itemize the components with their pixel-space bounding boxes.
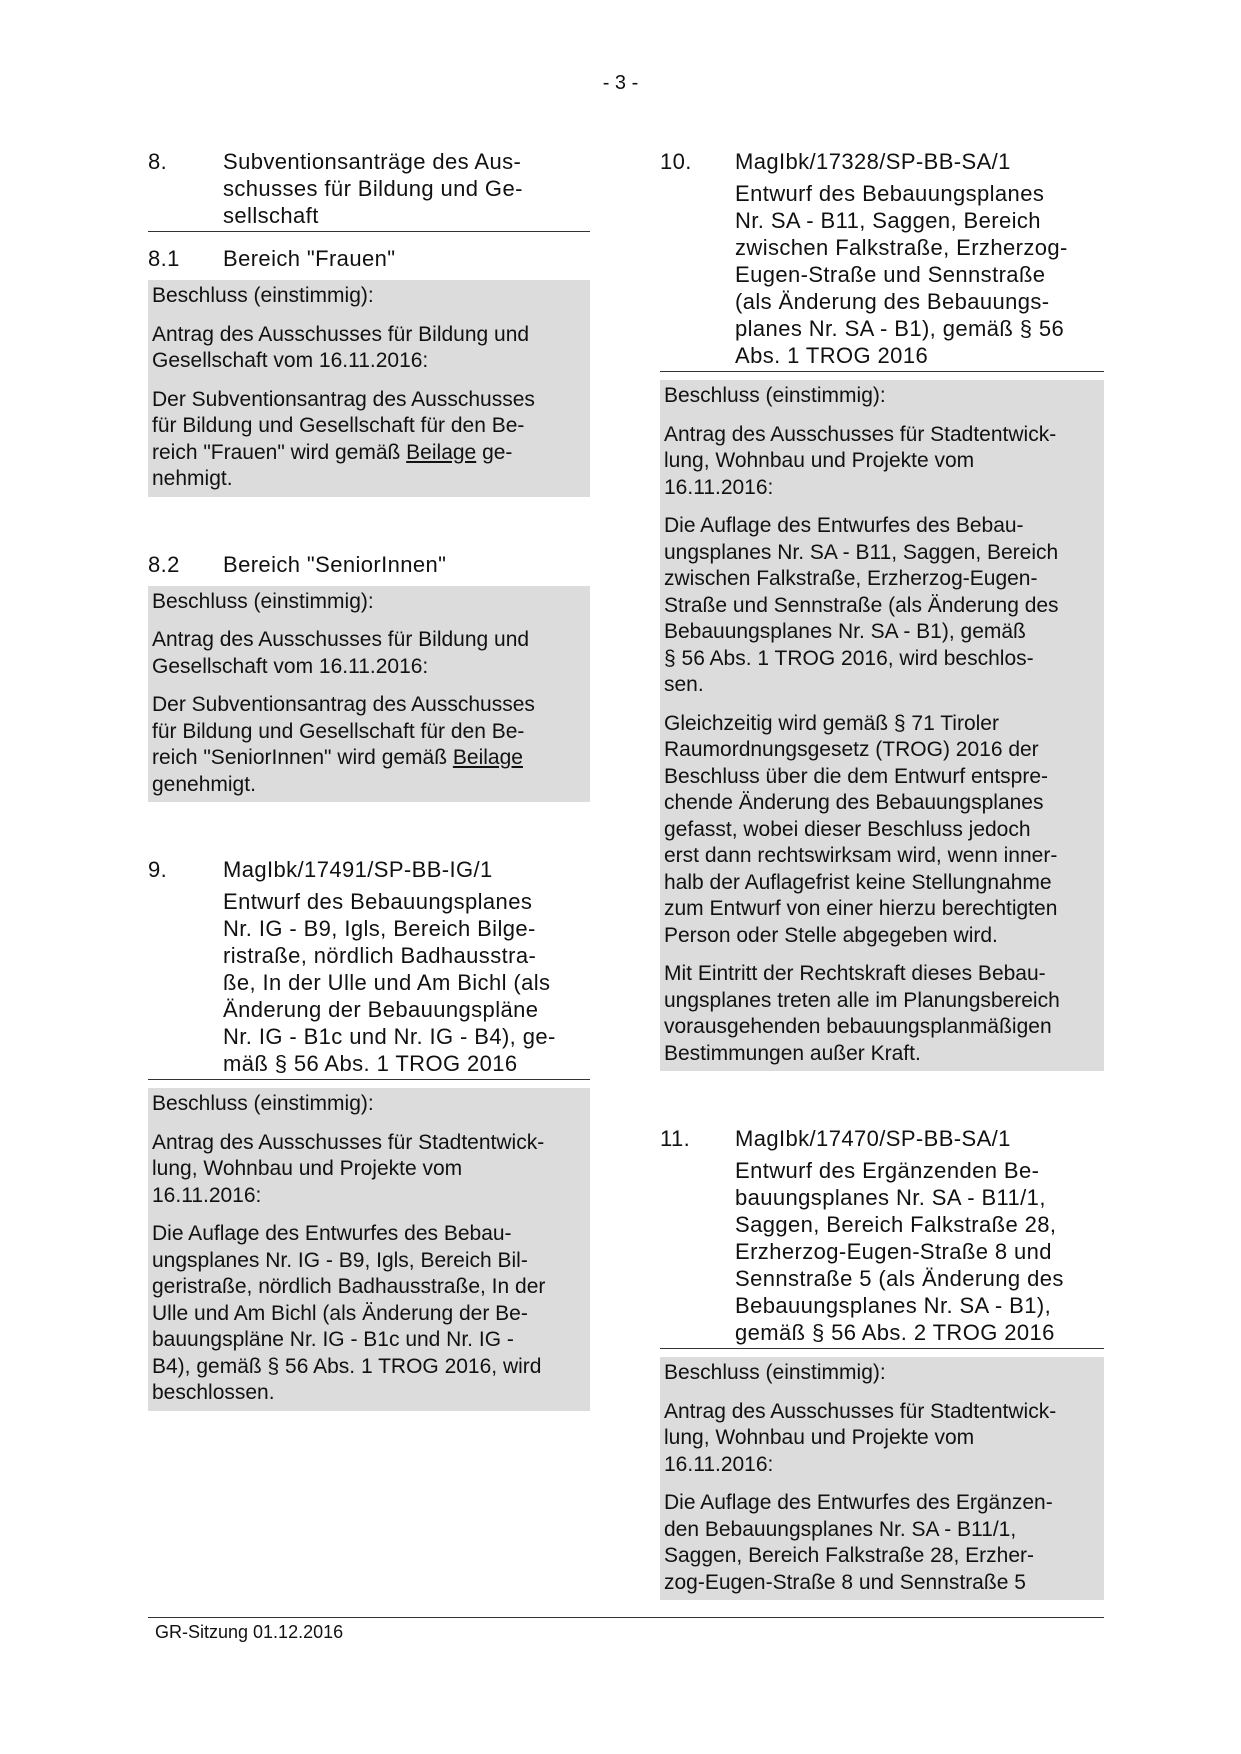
beilage-link[interactable]: Beilage (452, 746, 523, 769)
item-title: Bereich "Frauen" (223, 246, 396, 271)
resolution-block (148, 586, 590, 803)
resolution-label: Beschluss (einstimmig): (664, 1361, 886, 1384)
resolution-label: Beschluss (einstimmig): (152, 1092, 374, 1115)
divider (660, 1348, 1104, 1349)
item-title: Bereich "SeniorInnen" (223, 551, 447, 577)
right-column (660, 148, 1104, 1600)
item-number: 10. (660, 149, 692, 174)
resolution-block (148, 1088, 590, 1411)
item-8-heading (148, 148, 590, 229)
motion-text: Antrag des Ausschusses für Bildung und Gesellschaft vom 16.11.2016: (152, 322, 530, 372)
item-code: MagIbk/17491/SP-BB-IG/1 (223, 857, 493, 882)
motion-text: Antrag des Ausschusses für Bildung und Gesellschaft vom 16.11.2016: (152, 628, 530, 678)
item-10-heading (660, 148, 1104, 369)
divider (148, 231, 590, 232)
resolution-block (148, 280, 590, 497)
resolution-label: Beschluss (einstimmig): (152, 284, 374, 307)
motion-text: Antrag des Ausschusses für Stadtentwick- lung, Wohnbau und Projekte vom 16.11.2016: (664, 422, 1057, 499)
decision-text: Der Subventionsantrag des Ausschusses für Bildung und Gesellschaft für den Be- reich "SeniorInnen" wird gemäß Beilage genehmigt. (152, 693, 535, 796)
page-number: - 3 - (602, 72, 639, 94)
resolution-label: Beschluss (einstimmig): (152, 589, 374, 613)
resolution-label: Beschluss (einstimmig): (664, 384, 886, 407)
item-code: MagIbk/17328/SP-BB-SA/1 (735, 149, 1011, 174)
footer-divider (148, 1617, 1104, 1618)
item-8-1-heading (148, 245, 590, 272)
item-description: Entwurf des Ergänzenden Be- bauungsplanes Nr. SA - B11/1, Saggen, Bereich Falkstraße 28, Erzherzog-Eugen-Straße 8 und Sennstraße 5 (als Änderung des Bebauungsplanes Nr. SA - B1), gemäß § 56 Abs. 2 TROG 2016 (735, 1158, 1064, 1345)
divider (148, 1079, 590, 1080)
motion-text: Antrag des Ausschusses für Stadtentwick- lung, Wohnbau und Projekte vom 16.11.2016: (152, 1130, 545, 1207)
decision-text: Mit Eintritt der Rechtskraft dieses Bebau- ungsplanes treten alle im Planungsbereich vorausgehenden bebauungsplanmäßigen Bestimmungen außer Kraft. (664, 962, 1060, 1065)
left-column (148, 148, 590, 1411)
item-code: MagIbk/17470/SP-BB-SA/1 (735, 1126, 1011, 1151)
item-number: 8.1 (148, 246, 180, 271)
item-number: 8.2 (148, 551, 180, 577)
beilage-link[interactable]: Beilage (406, 440, 477, 464)
resolution-block (660, 1357, 1104, 1600)
decision-text: Gleichzeitig wird gemäß § 71 Tiroler Raumordnungsgesetz (TROG) 2016 der Beschluss über die dem Entwurf entspre- chende Änderung des Bebauungsplanes gefasst, wobei dieser Beschluss jedoch erst dann rechtswirksam wird, wenn inner- halb der Auflagefrist keine Stellungnahme zum Entwurf von einer hierzu berechtigten Person oder Stelle abgegeben wird. (664, 711, 1058, 947)
decision-text: Die Auflage des Entwurfes des Bebau- ungsplanes Nr. SA - B11, Saggen, Bereich zwischen Falkstraße, Erzherzog-Eugen- Straße und Sennstraße (als Änderung des Bebauungsplanes Nr. SA - B1), gemäß § 56 Abs. 1 TROG 2016, wird beschlos- sen. (664, 514, 1059, 696)
decision-text: Die Auflage des Entwurfes des Ergänzen- den Bebauungsplanes Nr. SA - B11/1, Saggen, Bereich Falkstraße 28, Erzher- zog-Eugen-Straße 8 und Sennstraße 5 (664, 1491, 1053, 1594)
item-number: 11. (660, 1126, 691, 1151)
decision-text: Die Auflage des Entwurfes des Bebau- ungsplanes Nr. IG - B9, Igls, Bereich Bil- geristraße, nördlich Badhausstraße, In der Ulle und Am Bichl (als Änderung der Be- bauungspläne Nr. IG - B1c und Nr. IG - B4), gemäß § 56 Abs. 1 TROG 2016, wird beschlossen. (152, 1222, 546, 1404)
item-number: 8. (148, 149, 168, 174)
item-title: Subventionsanträge des Aus- schusses für Bildung und Ge- sellschaft (223, 149, 523, 228)
item-number: 9. (148, 857, 168, 882)
resolution-block (660, 380, 1104, 1071)
item-9-heading (148, 856, 590, 1077)
item-11-heading (660, 1125, 1104, 1346)
item-description: Entwurf des Bebauungsplanes Nr. SA - B11, Saggen, Bereich zwischen Falkstraße, Erzherzog- Eugen-Straße und Sennstraße (als Änderung des Bebauungs- planes Nr. SA - B1), gemäß § 56 Abs. 1 TROG 2016 (735, 181, 1068, 368)
divider (660, 371, 1104, 372)
item-8-2-heading (148, 551, 590, 578)
item-description: Entwurf des Bebauungsplanes Nr. IG - B9, Igls, Bereich Bilge- ristraße, nördlich Badhausstra- ße, In der Ulle und Am Bichl (als Änderung der Bebauungspläne Nr. IG - B1c und Nr. IG - B4), ge- mäß § 56 Abs. 1 TROG 2016 (223, 889, 556, 1076)
motion-text: Antrag des Ausschusses für Stadtentwick- lung, Wohnbau und Projekte vom 16.11.2016: (664, 1399, 1057, 1476)
footer: GR-Sitzung 01.12.2016 (155, 1622, 344, 1642)
decision-text: Der Subventionsantrag des Ausschusses für Bildung und Gesellschaft für den Be- reich "Frauen" wird gemäß Beilage ge- nehmigt. (152, 387, 535, 490)
